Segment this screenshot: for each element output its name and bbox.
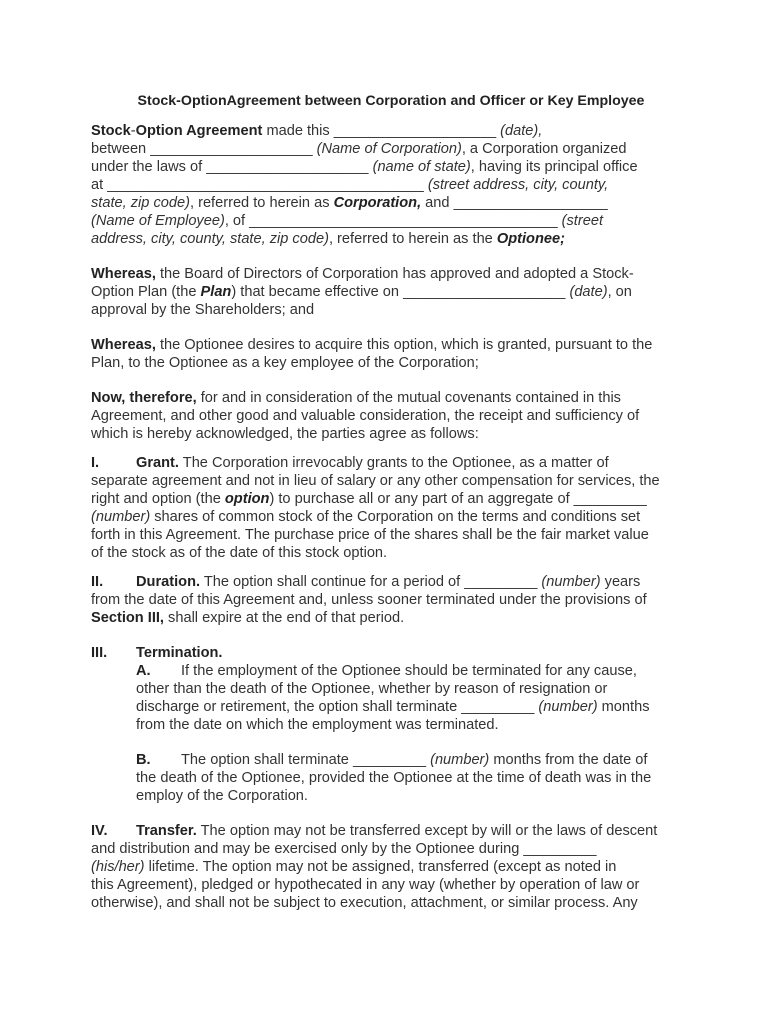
section-termination: III. Termination. A. If the employment of the Optionee should be terminated for any cause, other than the death of the Optionee, whether by reason of resignation or discharge or retirement, the option shall terminate _________ (number) months from the date on which the employment was terminated. B. The option shall terminate _________ (number) months from the date of the death of the Optionee, provided the Optionee at the time of death was in the employ of the Corporation.: [91, 644, 691, 805]
document-page: [91, 92, 691, 912]
termination-clause-a: A. If the employment of the Optionee should be terminated for any cause, other than the death of the Optionee, whether by reason of resignation or discharge or retirement, the option shall terminate _________ (number) months from the date on which the employment was terminated.: [136, 663, 650, 733]
intro-paragraph: Stock-Option Agreement made this ____________________ (date), between ____________________ (Name of Corporation), a Corporation organized under the laws of ____________________ (name of state), having its principal office at _______________________________________ (street address, city, county, state, zip code), referred to herein as Corporation, and ___________________ (Name of Employee), of ______________________________________ (street address, city, county, state, zip code), referred to herein as the Optionee;: [91, 123, 638, 247]
termination-clause-b: B. The option shall terminate _________ (number) months from the date of the death of the Optionee, provided the Optionee at the time of death was in the employ of the Corporation.: [136, 752, 652, 804]
section-transfer: IV. Transfer. The option may not be transferred except by will or the laws of descent and distribution and may be exercised only by the Optionee during _________ (his/her) lifetime. The option may not be assigned, transferred (except as noted in this Agreement), pledged or hypothecated in any way (whether by operation of law or otherwise), and shall not be subject to execution, attachment, or similar process. Any: [91, 823, 658, 911]
document-title: Stock-OptionAgreement between Corporation and Officer or Key Employee: [137, 93, 645, 109]
whereas-plan-paragraph: Whereas, the Board of Directors of Corporation has approved and adopted a Stock- Option Plan (the Plan) that became effective on ____________________ (date), on approval by the Shareholders; and: [91, 266, 634, 318]
now-therefore-paragraph: Now, therefore, for and in consideration of the mutual covenants contained in this Agreement, and other good and valuable consideration, the receipt and sufficiency of which is hereby acknowledged, the parties agree as follows:: [91, 390, 640, 442]
section-duration: II. Duration. The option shall continue for a period of _________ (number) years from the date of this Agreement and, unless sooner terminated under the provisions of Section III, shall expire at the end of that period.: [91, 574, 647, 626]
section-grant: I. Grant. The Corporation irrevocably grants to the Optionee, as a matter of separate agreement and not in lieu of salary or any other compensation for services, the right and option (the option) to purchase all or any part of an aggregate of _________ (number) shares of common stock of the Corporation on the terms and conditions set forth in this Agreement. The purchase price of the shares shall be the fair market value of the stock as of the date of this stock option.: [91, 455, 660, 561]
whereas-optionee-paragraph: Whereas, the Optionee desires to acquire this option, which is granted, pursuant to the Plan, to the Optionee as a key employee of the Corporation;: [91, 337, 653, 371]
